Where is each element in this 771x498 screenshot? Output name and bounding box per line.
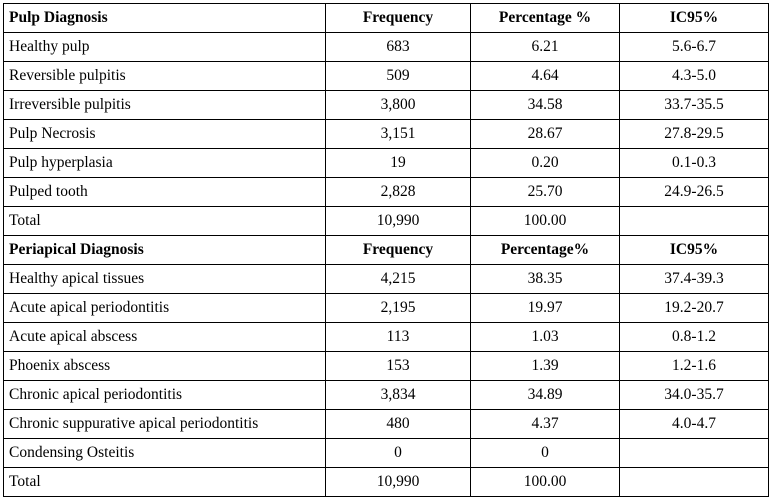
diagnosis-cell: Reversible pulpitis [4, 62, 326, 91]
diagnosis-table [3, 3, 769, 497]
percentage-cell: 28.67 [471, 120, 620, 149]
diagnosis-cell: Phoenix abscess [4, 352, 326, 381]
frequency-cell: 480 [326, 410, 471, 439]
frequency-cell: 2,195 [326, 294, 471, 323]
ic95-cell [620, 468, 769, 497]
percentage-cell: 6.21 [471, 33, 620, 62]
diagnosis-cell: Pulp Necrosis [4, 120, 326, 149]
percentage-cell: 1.03 [471, 323, 620, 352]
total-row [4, 468, 769, 497]
percentage-cell: 4.37 [471, 410, 620, 439]
percentage-cell: 1.39 [471, 352, 620, 381]
header-cell: Frequency [326, 4, 471, 33]
header-cell: Periapical Diagnosis [4, 236, 326, 265]
frequency-cell: 3,151 [326, 120, 471, 149]
table-row [4, 381, 769, 410]
diagnosis-cell: Irreversible pulpitis [4, 91, 326, 120]
diagnosis-cell: Pulp hyperplasia [4, 149, 326, 178]
table-row [4, 120, 769, 149]
percentage-cell: 25.70 [471, 178, 620, 207]
header-cell: Percentage % [471, 4, 620, 33]
table-row [4, 149, 769, 178]
diagnosis-cell: Acute apical periodontitis [4, 294, 326, 323]
table-row [4, 62, 769, 91]
frequency-cell: 509 [326, 62, 471, 91]
frequency-cell: 3,834 [326, 381, 471, 410]
ic95-cell: 4.0-4.7 [620, 410, 769, 439]
frequency-cell: 4,215 [326, 265, 471, 294]
header-cell: IC95% [620, 4, 769, 33]
table-row [4, 265, 769, 294]
percentage-cell: 19.97 [471, 294, 620, 323]
ic95-cell: 1.2-1.6 [620, 352, 769, 381]
header-cell: IC95% [620, 236, 769, 265]
percentage-cell: 34.58 [471, 91, 620, 120]
ic95-cell: 4.3-5.0 [620, 62, 769, 91]
ic95-cell: 0.1-0.3 [620, 149, 769, 178]
table-row [4, 91, 769, 120]
frequency-cell: 3,800 [326, 91, 471, 120]
table-row [4, 352, 769, 381]
table-row [4, 178, 769, 207]
ic95-cell: 34.0-35.7 [620, 381, 769, 410]
frequency-cell: 19 [326, 149, 471, 178]
percentage-cell: 4.64 [471, 62, 620, 91]
frequency-cell: 683 [326, 33, 471, 62]
frequency-cell: 153 [326, 352, 471, 381]
frequency-cell: 113 [326, 323, 471, 352]
ic95-cell: 19.2-20.7 [620, 294, 769, 323]
ic95-cell: 0.8-1.2 [620, 323, 769, 352]
header-cell: Pulp Diagnosis [4, 4, 326, 33]
ic95-cell: 33.7-35.5 [620, 91, 769, 120]
diagnosis-cell: Healthy apical tissues [4, 265, 326, 294]
header-cell: Percentage% [471, 236, 620, 265]
ic95-cell: 27.8-29.5 [620, 120, 769, 149]
frequency-cell: 2,828 [326, 178, 471, 207]
ic95-cell [620, 207, 769, 236]
ic95-cell [620, 439, 769, 468]
percentage-cell: 38.35 [471, 265, 620, 294]
table-row [4, 410, 769, 439]
percentage-cell: 34.89 [471, 381, 620, 410]
percentage-cell: 0.20 [471, 149, 620, 178]
percentage-cell: 0 [471, 439, 620, 468]
diagnosis-cell: Total [4, 207, 326, 236]
ic95-cell: 24.9-26.5 [620, 178, 769, 207]
table-row [4, 439, 769, 468]
table-row [4, 33, 769, 62]
header-cell: Frequency [326, 236, 471, 265]
periapical-header-row [4, 236, 769, 265]
frequency-cell: 10,990 [326, 207, 471, 236]
diagnosis-cell: Healthy pulp [4, 33, 326, 62]
frequency-cell: 0 [326, 439, 471, 468]
frequency-cell: 10,990 [326, 468, 471, 497]
table-row [4, 323, 769, 352]
table-row [4, 294, 769, 323]
percentage-cell: 100.00 [471, 207, 620, 236]
diagnosis-cell: Acute apical abscess [4, 323, 326, 352]
diagnosis-cell: Chronic suppurative apical periodontitis [4, 410, 326, 439]
diagnosis-cell: Pulped tooth [4, 178, 326, 207]
ic95-cell: 5.6-6.7 [620, 33, 769, 62]
diagnosis-cell: Chronic apical periodontitis [4, 381, 326, 410]
diagnosis-cell: Total [4, 468, 326, 497]
ic95-cell: 37.4-39.3 [620, 265, 769, 294]
diagnosis-cell: Condensing Osteitis [4, 439, 326, 468]
total-row [4, 207, 769, 236]
percentage-cell: 100.00 [471, 468, 620, 497]
pulp-header-row [4, 4, 769, 33]
